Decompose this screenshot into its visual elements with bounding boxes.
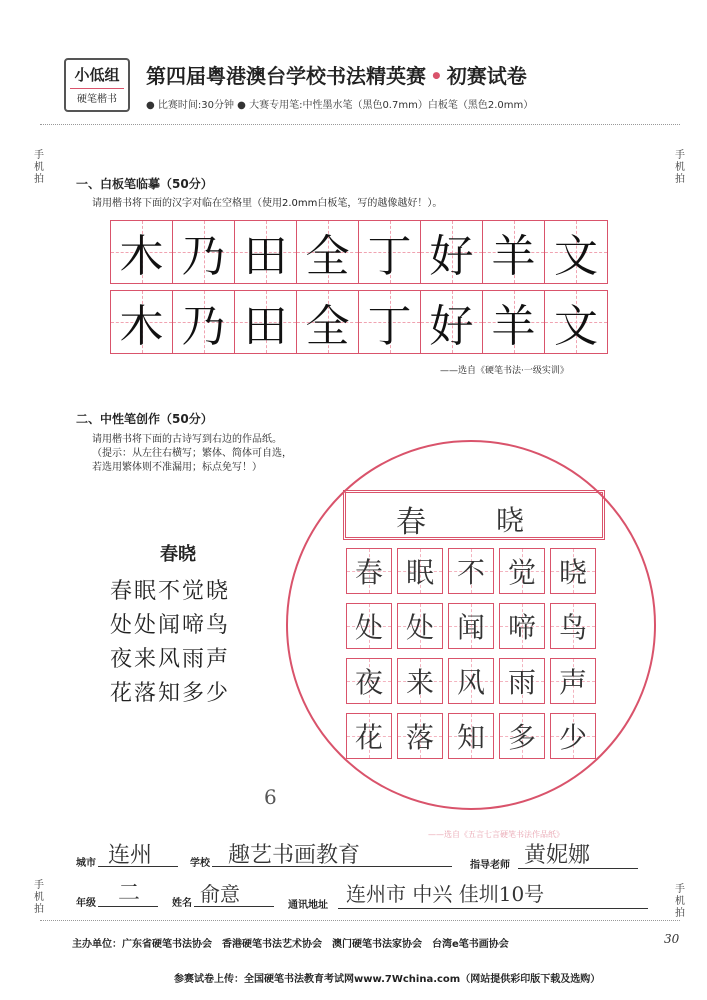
poem-line: 春眠不觉晓 [110,579,231,604]
model-char: 乃 [181,231,226,282]
section1-instruction: 请用楷书将下面的汉字对临在空格里（使用2.0mm白板笔，写的越像越好！）。 [92,198,443,209]
work-char: 觉 [507,556,536,589]
address-label: 通讯地址 [288,900,328,911]
section2-instruction-1: 请用楷书将下面的古诗写到右边的作品纸。 [92,434,282,445]
section1-heading: 一、白板笔临摹（50分） [76,177,213,191]
school-value: 趣艺书画教育 [228,843,361,868]
written-cell [111,291,173,353]
written-cell [173,291,235,353]
work-char: 雨 [507,666,536,699]
work-title-char-2: 晓 [496,504,525,537]
title-sub: 初赛试卷 [446,64,527,88]
work-grid-cell [499,603,545,649]
work-grid-cell [448,713,494,759]
address-line [338,908,648,909]
work-char: 落 [405,721,434,754]
written-char: 全 [305,301,350,352]
work-grid-cell [550,548,596,594]
grade-value: 二 [118,881,141,906]
model-cell [111,221,173,283]
city-label: 城市 [76,858,96,869]
written-char: 乃 [181,301,226,352]
written-cell [297,291,359,353]
work-grid-cell [550,658,596,704]
model-char: 木 [119,231,164,282]
stray-mark: 6 [264,785,277,809]
model-cell [359,221,421,283]
badge-top-text: 小低组 [74,66,120,84]
work-grid-cell [550,713,596,759]
section2-instruction-3: 若选用繁体则不准漏用；标点免写！） [92,462,262,473]
grade-label: 年级 [76,898,96,909]
work-grid-cell [397,658,443,704]
written-char: 羊 [491,301,536,352]
work-char: 声 [558,666,587,699]
badge-bottom-text: 硬笔楷书 [77,94,117,105]
written-cell [483,291,545,353]
model-char: 好 [429,231,474,282]
exam-title [146,60,666,89]
model-cell [545,221,607,283]
city-value: 连州 [108,843,153,868]
work-grid-row [346,713,601,759]
written-cell [545,291,607,353]
work-char: 眠 [405,556,434,589]
poem-line: 花落知多少 [110,681,231,706]
work-char: 风 [456,666,485,699]
name-label: 姓名 [172,898,192,909]
work-char: 闻 [456,611,485,644]
work-char: 晓 [558,556,587,589]
work-grid-row [346,603,601,649]
model-cell [297,221,359,283]
footer-organizers: 主办单位：广东省硬笔书法协会 香港硬笔书法艺术协会 澳门硬笔书法家协会 台湾e笔书画协会 [72,939,509,950]
work-grid-cell [499,548,545,594]
work-char: 少 [558,721,587,754]
teacher-value: 黄妮娜 [524,843,591,868]
work-char: 花 [354,721,383,754]
work-grid-cell [499,658,545,704]
form-divider [40,920,680,921]
name-value: 俞意 [200,882,240,906]
exam-subline: ● 比赛时间:30分钟 ● 大赛专用笔:中性墨水笔（黑色0.7mm）白板笔（黑色2.0mm） [146,100,534,111]
written-char: 好 [429,301,474,352]
poem-title: 春晓 [160,544,196,565]
work-char: 来 [405,666,434,699]
school-label: 学校 [190,858,210,869]
work-char: 处 [354,611,383,644]
work-grid-cell [346,713,392,759]
model-cell [173,221,235,283]
model-char: 全 [305,231,350,282]
written-char-row [110,290,608,354]
section2-heading: 二、中性笔创作（50分） [76,412,213,426]
teacher-label: 指导老师 [470,860,510,871]
work-title-box [343,490,605,540]
group-badge [64,58,130,112]
model-cell [235,221,297,283]
work-grid-cell [499,713,545,759]
side-label-right-top: 手机拍 [675,150,685,185]
work-grid-cell [550,603,596,649]
model-char-row [110,220,608,284]
model-cell [421,221,483,283]
written-char: 木 [119,301,164,352]
title-dot: • [430,64,443,88]
work-grid-cell [346,548,392,594]
work-grid-row [346,658,601,704]
work-char: 鸟 [558,611,587,644]
written-char: 田 [243,301,288,352]
work-grid-cell [346,658,392,704]
poem-lines [110,575,280,711]
work-char: 不 [456,556,485,589]
work-char: 春 [354,556,383,589]
work-grid-cell [448,603,494,649]
footer-upload: 参赛试卷上传：全国硬笔书法教育考试网www.7Wchina.com（网站提供彩印版下载及选购） [174,974,601,985]
work-char: 知 [456,721,485,754]
poem-line: 夜来风雨声 [110,647,231,672]
header-divider [40,124,680,125]
work-char: 夜 [354,666,383,699]
written-cell [359,291,421,353]
work-char: 多 [507,721,536,754]
model-cell [483,221,545,283]
work-title-char-1: 春 [396,505,426,540]
written-cell [421,291,483,353]
written-cell [235,291,297,353]
written-char: 丁 [367,301,412,352]
model-char: 丁 [367,231,412,282]
work-grid-cell [397,603,443,649]
written-char: 文 [554,301,598,352]
work-grid-cell [397,713,443,759]
work-grid-cell [346,603,392,649]
section2-instruction-2: （提示：从左往右横写；繁体、简体可自选， [92,448,292,459]
work-grid-cell [397,548,443,594]
work-grid-cell [448,658,494,704]
model-char: 文 [554,231,598,282]
footer-page-mark: 30 [664,932,680,946]
work-grid-row [346,548,601,594]
side-label-left-top: 手机拍 [34,150,44,185]
poem-line: 处处闻啼鸟 [110,613,231,638]
work-char: 处 [405,611,434,644]
side-label-right-bottom: 手机拍 [675,884,685,919]
work-char: 啼 [507,611,536,644]
model-char: 羊 [491,231,536,282]
model-char: 田 [243,231,288,282]
address-value: 连州市 中兴 佳圳10号 [346,882,545,906]
section2-source-faint: ——选自《五言七言硬笔书法作品纸》 [428,830,564,839]
work-grid-cell [448,548,494,594]
side-label-left-bottom: 手机拍 [34,880,44,915]
section1-source: ——选自《硬笔书法·一级实训》 [440,366,569,376]
title-main: 第四届粤港澳台学校书法精英赛 [146,64,426,88]
